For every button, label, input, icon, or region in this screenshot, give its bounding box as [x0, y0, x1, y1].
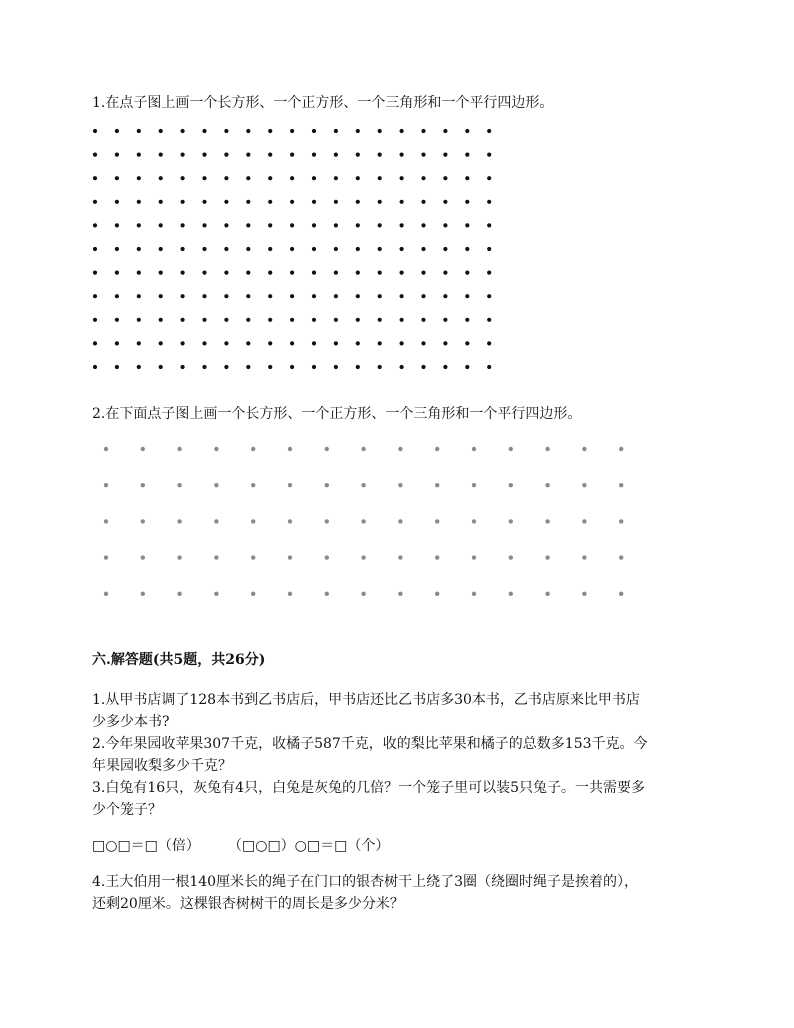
grid-dot [104, 519, 108, 523]
grid-dot [619, 555, 623, 559]
grid-dot [141, 592, 145, 596]
question-2-text: 2.在下面点子图上画一个长方形、一个正方形、一个三角形和一个平行四边形。 [92, 406, 582, 422]
grid-dot [288, 555, 292, 559]
grid-dot [472, 555, 476, 559]
grid-dot [472, 592, 476, 596]
grid-dot [251, 447, 255, 451]
grid-dot [398, 555, 402, 559]
grid-dot [325, 555, 329, 559]
problem-3-line-1: 3.白兔有16只，灰兔有4只，白兔是灰兔的几倍？一个笼子里可以装5只兔子。一共需要多 [92, 780, 645, 796]
grid-dot [582, 447, 586, 451]
grid-dot [361, 447, 365, 451]
question-1-text: 1.在点子图上画一个长方形、一个正方形、一个三角形和一个平行四边形。 [92, 95, 554, 111]
grid-dot [472, 447, 476, 451]
grid-dot [545, 519, 549, 523]
grid-dot [398, 447, 402, 451]
grid-dot [361, 555, 365, 559]
grid-dot [435, 519, 439, 523]
grid-dot [325, 483, 329, 487]
grid-dot [104, 592, 108, 596]
grid-dot [288, 483, 292, 487]
grid-dot [509, 592, 513, 596]
grid-dot [545, 555, 549, 559]
grid-dot [361, 483, 365, 487]
grid-dot [472, 483, 476, 487]
grid-dot [582, 555, 586, 559]
grid-dot [288, 592, 292, 596]
grid-dot [177, 592, 181, 596]
grid-dot [582, 592, 586, 596]
grid-dot [104, 447, 108, 451]
grid-dot [177, 519, 181, 523]
problem-4-line-1: 4.王大伯用一根140厘米长的绳子在门口的银杏树干上绕了3圈（绕圈时绳子是挨着的）， [92, 874, 638, 890]
problem-4-line-2: 还剩20厘米。这棵银杏树树干的周长是多少分米？ [92, 896, 404, 912]
section-heading: 六.解答题(共5题，共26分) [92, 652, 266, 668]
grid-dot [288, 519, 292, 523]
answer-blank-1: □○□＝□（倍） [92, 838, 200, 854]
grid-dot [325, 519, 329, 523]
grid-dot [619, 447, 623, 451]
grid-dot [619, 592, 623, 596]
grid-dot [435, 555, 439, 559]
grid-dot [361, 592, 365, 596]
grid-dot [325, 592, 329, 596]
answer-blank-2: （□○□）○□＝□（个） [228, 838, 390, 854]
problem-2-line-1: 2.今年果园收苹果307千克，收橘子587千克，收的梨比苹果和橘子的总数多153千克。今 [92, 736, 648, 752]
grid-dot [214, 447, 218, 451]
problem-3-line-2: 少个笼子？ [92, 802, 162, 818]
grid-dot [251, 519, 255, 523]
problem-1-line-1: 1.从甲书店调了128本书到乙书店后，甲书店还比乙书店多30本书，乙书店原来比甲书店 [92, 692, 640, 708]
grid-dot [435, 592, 439, 596]
grid-dot [619, 483, 623, 487]
grid-dot [435, 483, 439, 487]
grid-dot [398, 483, 402, 487]
grid-dot [214, 519, 218, 523]
problem-1-line-2: 少多少本书? [92, 714, 170, 730]
problem-2-line-2: 年果园收梨多少千克？ [92, 758, 232, 774]
grid-dot [509, 447, 513, 451]
grid-dot [141, 555, 145, 559]
grid-dot [582, 483, 586, 487]
grid-dot [509, 555, 513, 559]
grid-dot [472, 519, 476, 523]
grid-dot [545, 592, 549, 596]
grid-dot [177, 483, 181, 487]
grid-dot [104, 555, 108, 559]
grid-dot [177, 447, 181, 451]
grid-dot [141, 447, 145, 451]
grid-dot [509, 519, 513, 523]
grid-dot [619, 519, 623, 523]
grid-dot [251, 483, 255, 487]
grid-dot [398, 592, 402, 596]
grid-dot [325, 447, 329, 451]
grid-dot [582, 519, 586, 523]
grid-dot [545, 483, 549, 487]
grid-dot [104, 483, 108, 487]
grid-dot [545, 447, 549, 451]
grid-dot [288, 447, 292, 451]
grid-dot [251, 592, 255, 596]
grid-dot [214, 483, 218, 487]
grid-dot [214, 592, 218, 596]
grid-dot [214, 555, 218, 559]
grid-dot [141, 483, 145, 487]
grid-dot [509, 483, 513, 487]
grid-dot [251, 555, 255, 559]
grid-dot [435, 447, 439, 451]
grid-dot [361, 519, 365, 523]
grid-dot [141, 519, 145, 523]
grid-dot [398, 519, 402, 523]
grid-dot [177, 555, 181, 559]
